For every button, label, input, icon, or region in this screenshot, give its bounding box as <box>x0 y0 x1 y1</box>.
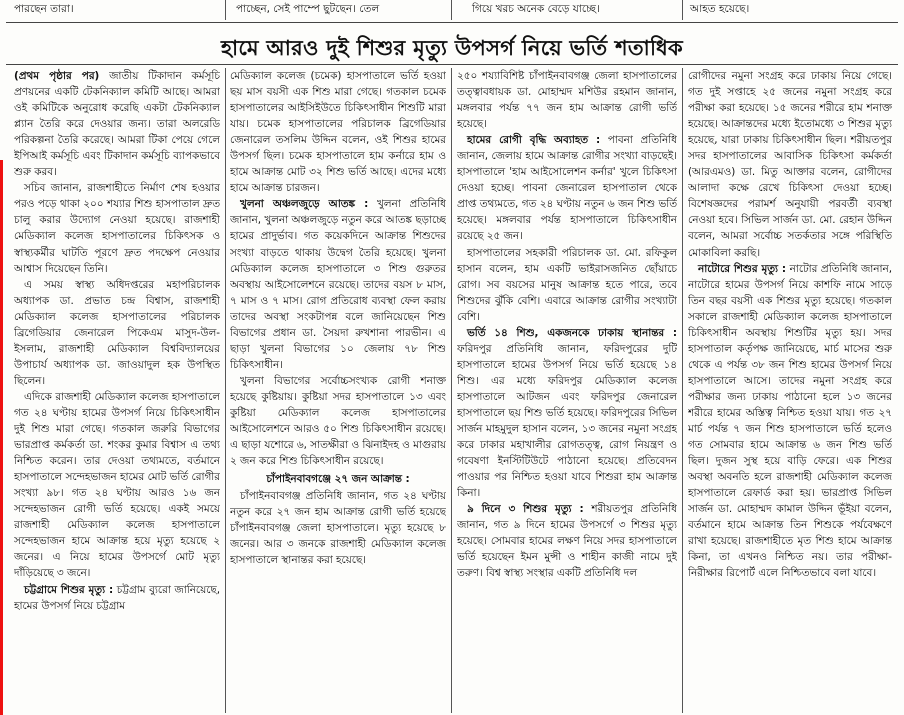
continuation-marker: (প্রথম পৃষ্ঠার পর) <box>14 70 100 82</box>
article-headline: হামে আরও দুই শিশুর মৃত্যু উপসর্গ নিয়ে ভর্তি শতাধিক <box>220 36 684 60</box>
paragraph: সচিব জানান, রাজশাহীতে নির্মাণ শেষ হওয়ার পরও পড়ে থাকা ২০০ শয্যার শিশু হাসপাতাল দ্রুত চালু করার উদ্যোগ নেওয়া হয়েছে। রাজশাহী মেডিক্যাল কলেজ হাসপাতালের চিকিৎসক ও স্বাস্থ্যকর্মীর ঘাটতি পূরণে দ্রুত পদক্ষেপ নেওয়ার আশ্বাস দিয়েছেন তিনি। <box>14 182 220 275</box>
top-divider-2 <box>451 0 452 20</box>
paragraph: হাসপাতালের সহকারী পরিচালক ডা. মো. রফিকুল হাসান বলেন, হাম একটি ভাইরাসজনিত ছোঁয়াচে রোগ। সব বয়সের মানুষ আক্রান্ত হতে পারে, তবে শিশুদের ঝুঁকি বেশি। এবারে আক্রান্ত রোগীর সংখ্যাটা বেশি। <box>457 246 677 323</box>
subhead-chattogram: চট্টগ্রামে শিশুর মৃত্যু : <box>24 583 114 596</box>
previous-article-tail <box>0 0 904 22</box>
paragraph: খুলনা বিভাগের সর্বোচ্চসংখ্যক রোগী শনাক্ত হয়েছে কুষ্টিয়ায়। কুষ্টিয়া সদর হাসপাতালে ১৩ এবং কুষ্টিয়া মেডিক্যাল কলেজ হাসপাতালের আইসোলেশনে আরও ৫০ শিশু চিকিৎসাধীন রয়েছে। এ ছাড়া যশোরে ৬, সাতক্ষীরা ও ঝিনাইদহ ও মাগুরায় ২ জন করে শিশু চিকিৎসাধীন রয়েছে। <box>230 374 446 468</box>
top-fragment-col1: পারছেন তারা। <box>14 3 74 15</box>
top-rule <box>6 22 898 23</box>
article-column-2 <box>230 68 446 713</box>
column-divider-2 <box>451 68 452 713</box>
paragraph: হামের রোগী বৃদ্ধি অব্যাহত : পাবনা প্রতিনিধি জানান, জেলায় হামে আক্রান্ত রোগীর সংখ্যা বাড়ছেই। হাসপাতালে 'হাম আইসোলেশন কর্নার' খুলে চিকিৎসা দেওয়া হচ্ছে। পাবনা জেনারেল হাসপাতাল থেকে প্রাপ্ত তথ্যমতে, গত ২৪ ঘণ্টায় নতুন ৬ জন শিশু ভর্তি হয়েছে। মঙ্গলবার পর্যন্ত হাসপাতালে চিকিৎসাধীন রয়েছে ২৫ জন। <box>457 134 677 243</box>
top-fragment-col3: গিয়ে খরচ অনেক বেড়ে যাচ্ছে। <box>472 3 600 15</box>
top-fragment-col4: আহত হয়েছে। <box>690 3 750 15</box>
paragraph: ভর্তি ১৪ শিশু, একজনকে ঢাকায় স্থানান্তর : ফরিদপুর প্রতিনিধি জানান, ফরিদপুরের দুটি হাসপাতালে হামের উপসর্গ নিয়ে ভর্তি হয়েছে ১৪ শিশু। এর মধ্যে ফরিদপুর মেডিক্যাল কলেজ হাসপাতালে আটজন এবং ফরিদপুর জেনারেল হাসপাতালে ছয় শিশু ভর্তি হয়েছে। ফরিদপুরের সিভিল সার্জন মাহমুদুল হাসান বলেন, ১৩ জনের নমুনা সংগ্রহ করে ঢাকার মহাখালীর রোগতত্ত্ব, রোগ নিয়ন্ত্রণ ও গবেষণা ইনস্টিটিউটে পাঠানো হয়েছে। প্রতিবেদন পাওয়ার পর নিশ্চিত হওয়া যাবে শিশুরা হাম আক্রান্ত কিনা। <box>457 326 677 500</box>
subhead-natore: নাটোরে শিশুর মৃত্যু : <box>698 262 787 275</box>
column-divider-3 <box>682 68 683 713</box>
subhead-pabna: হামের রোগী বৃদ্ধি অব্যাহত : <box>467 134 601 147</box>
paragraph: এদিকে রাজশাহী মেডিক্যাল কলেজ হাসপাতালে গত ২৪ ঘণ্টায় হামের উপসর্গ নিয়ে চিকিৎসাধীন দুই শিশু মারা গেছে। গতকাল জরুরি বিভাগের ভারপ্রাপ্ত কর্মকর্তা ডা. শংকর কুমার বিশ্বাস এ তথ্য নিশ্চিত করেন। তার দেওয়া তথ্যমতে, বর্তমানে হাসপাতালে সন্দেহভাজন হামের মোট ভর্তি রোগীর সংখ্যা ৯৮। গত ২৪ ঘণ্টায় আরও ১৬ জন সন্দেহভাজন রোগী ভর্তি হয়েছে। একই সময়ে রাজশাহী মেডিক্যাল কলেজ হাসপাতালে সন্দেহভাজন হামে আক্রান্ত হয়ে মৃত্যু হয়েছে ২ জনের। এ নিয়ে হামের উপসর্গে মোট মৃত্যু দাঁড়িয়েছে ৩ জনে। <box>14 390 220 580</box>
paragraph: (প্রথম পৃষ্ঠার পর) জাতীয় টিকাদান কর্মসূচি প্রণয়নের একটি টেকনিক্যাল কমিটি আছে। আমরা ওই কমিটিকে অনুরোধ করেছি একটা টেকনিক্যাল প্ল্যান তৈরি করে দেওয়ার জন্য। তারা অলরেডি পরিকল্পনা তৈরি করেছে। আমরা টিকা পেয়ে গেলে ইপিআই কর্মসূচি এবং টিকাদান কর্মসূচি ব্যাপকভাবে শুরু করব। <box>14 70 220 179</box>
paragraph: চাঁপাইনবাবগঞ্জ প্রতিনিধি জানান, গত ২৪ ঘণ্টায় নতুন করে ২৭ জন হাম আক্রান্ত রোগী ভর্তি হয়েছে চাঁপাইনবাবগঞ্জ জেলা হাসপাতালে। মৃত্যু হয়েছে ৮ জনের। আর ৩ জনকে রাজশাহী মেডিক্যাল কলেজ হাসপাতালে স্থানান্তর করা হয়েছে। <box>230 490 446 567</box>
subhead-chapainawabganj: চাঁপাইনবাবগঞ্জে ২৭ জন আক্রান্ত : <box>266 473 410 486</box>
paragraph: নাটোরে শিশুর মৃত্যু : নাটোর প্রতিনিধি জানান, নাটোরে হামের উপসর্গ নিয়ে কাশফি নামে সাড়ে তিন বছর বয়সী এক শিশুর মৃত্যু হয়েছে। গতকাল সকালে রাজশাহী মেডিক্যাল কলেজ হাসপাতালে চিকিৎসাধীন অবস্থায় শিশুটির মৃত্যু হয়। সদর হাসপাতাল কর্তৃপক্ষ জানিয়েছে, মার্চ মাসের শুরু থেকে এ পর্যন্ত ৩৮ জন শিশু হামের উপসর্গ নিয়ে হাসপাতালে আসে। তাদের নমুনা সংগ্রহ করে পরীক্ষার জন্য ঢাকায় পাঠানো হলে ১৩ জনের শরীরে হামের অস্তিত্ব নিশ্চিত হওয়া যায়। গত ২৭ মার্চ পর্যন্ত ৭ জন শিশু হাসপাতালে ভর্তি হলেও গত সোমবার হামে আক্রান্ত ৬ জন শিশু ভর্তি ছিল। দুজন সুস্থ হয়ে বাড়ি ফেরে। এক শিশুর অবস্থা অবনতি হলে রাজশাহী মেডিক্যাল কলেজ হাসপাতালে রেফার্ড করা হয়। ভারপ্রাপ্ত সিভিল সার্জন ডা. মোহাম্মদ কামাল উদ্দিন ভূঁইয়া বলেন, বর্তমানে হামে আক্রান্ত তিন শিশুকে পর্যবেক্ষণে রাখা হয়েছে। রাজশাহীতে মৃত শিশু হামে আক্রান্ত কিনা, তা এখনও নিশ্চিত নয়। তার পরীক্ষা-নিরীক্ষার রিপোর্ট এলে নিশ্চিতভাবে বলা যাবে। <box>688 262 892 580</box>
paragraph: চট্টগ্রামে শিশুর মৃত্যু : চট্টগ্রাম ব্যুরো জানিয়েছে, হামের উপসর্গ নিয়ে চট্টগ্রাম <box>14 583 220 612</box>
subhead-khulna: খুলনা অঞ্চলজুড়ে আতঙ্ক : <box>240 198 369 211</box>
subhead-shariatpur: ৯ দিনে ৩ শিশুর মৃত্যু : <box>467 503 584 516</box>
subhead-faridpur: ভর্তি ১৪ শিশু, একজনকে ঢাকায় স্থানান্তর : <box>467 326 677 339</box>
left-red-margin-mark <box>0 160 3 715</box>
paragraph: খুলনা অঞ্চলজুড়ে আতঙ্ক : খুলনা প্রতিনিধি জানান, খুলনা অঞ্চলজুড়ে নতুন করে আতঙ্ক ছড়াচ্ছে হামের প্রাদুর্ভাব। গত কয়েকদিনে আক্রান্ত শিশুদের সংখ্যা বাড়তে থাকায় উদ্বেগ তৈরি হয়েছে। খুলনা মেডিক্যাল কলেজ হাসপাতালে ৩ শিশু গুরুতর অবস্থায় আইসোলেশনে রয়েছে। তাদের বয়স ৮ মাস, ৭ মাস ও ৭ মাস। রোগ প্রতিরোধ ব্যবস্থা ফেল করায় তাদের অবস্থা সংকটাপন্ন বলে জানিয়েছেন শিশু বিভাগের প্রধান ডা. সৈয়দা রুখশানা পারভীন। এ ছাড়া খুলনা বিভাগের ১০ জেলায় ৭৮ শিশু চিকিৎসাধীন। <box>230 198 446 371</box>
headline-rule <box>6 64 898 65</box>
paragraph: এ সময় স্বাস্থ্য অধিদপ্তরের মহাপরিচালক অধ্যাপক ডা. প্রভাত চন্দ্র বিশ্বাস, রাজশাহী মেডিক্যাল কলেজ হাসপাতালের পরিচালক ব্রিগেডিয়ার জেনারেল পিকেএম মাসুদ-উল-ইসলাম, রাজশাহী মেডিক্যাল বিশ্ববিদ্যালয়ের উপাচার্য অধ্যাপক ডা. জাওয়াদুল হক উপস্থিত ছিলেন। <box>14 278 220 387</box>
paragraph: রোগীদের নমুনা সংগ্রহ করে ঢাকায় নিয়ে গেছে। গত দুই সপ্তাহে ২৫ জনের নমুনা সংগ্রহ করে পরীক্ষা করা হয়েছে। ১৫ জনের শরীরে হাম শনাক্ত হয়েছে। আক্রান্তদের মধ্যে ইতোমধ্যে ৩ শিশুর মৃত্যু হয়েছে, যারা ঢাকায় চিকিৎসাধীন ছিল। শরীয়তপুর সদর হাসপাতালের আবাসিক চিকিৎসা কর্মকর্তা (আরএমও) ডা. মিতু আক্তার বলেন, রোগীদের আলাদা কক্ষে রেখে চিকিৎসা দেওয়া হচ্ছে। বিশেষজ্ঞদের পরামর্শ অনুযায়ী পরবর্তী ব্যবস্থা নেওয়া হবে। সিভিল সার্জন ডা. মো. রেহান উদ্দিন বলেন, আমরা সর্বোচ্চ সতর্কতার সঙ্গে পরিস্থিতি মোকাবিলা করছি। <box>688 70 892 259</box>
article-column-3 <box>457 68 677 713</box>
paragraph: মেডিক্যাল কলেজ (চমেক) হাসপাতালে ভর্তি হওয়া ছয় মাস বয়সী এক শিশু মারা গেছে। গতকাল চমেক হাসপাতালের আইসিইউতে চিকিৎসাধীন শিশুটি মারা যায়। চমেক হাসপাতালের পরিচালক ব্রিগেডিয়ার জেনারেল তসলিম উদ্দিন বলেন, ওই শিশুর হামের উপসর্গ ছিল। চমেক হাসপাতালে হাম কর্নারে হাম ও হামে আক্রান্ত মোট ৩২ শিশু ভর্তি আছে। এদের মধ্যে হামে আক্রান্ত চারজন। <box>230 70 446 195</box>
top-divider-3 <box>682 0 683 20</box>
article-column-4 <box>688 68 892 713</box>
paragraph: ৯ দিনে ৩ শিশুর মৃত্যু : শরীয়তপুর প্রতিনিধি জানান, গত ৯ দিনে হামের উপসর্গে ৩ শিশুর মৃত্যু হয়েছে। সোমবার হামের লক্ষণ নিয়ে সদর হাসপাতালে ভর্তি হয়েছেন ইমন মুন্সী ও শাহীন কাজী নামে দুই তরুণ। বিশ্ব স্বাস্থ্য সংস্থার একটি প্রতিনিধি দল <box>457 503 677 580</box>
paragraph: ২৫০ শয্যাবিশিষ্ট চাঁপাইনবাবগঞ্জ জেলা হাসপাতালের তত্ত্বাবধায়ক ডা. মোহাম্মদ মশিউর রহমান জানান, মঙ্গলবার পর্যন্ত ৭৭ জন হাম আক্রান্ত রোগী ভর্তি হয়েছে। <box>457 70 677 131</box>
article-column-1 <box>14 68 220 713</box>
column-divider-1 <box>225 68 226 713</box>
top-divider-1 <box>225 0 226 20</box>
top-fragment-col2: পাচ্ছেন, সেই পাম্পে ছুটছেন। তেল <box>236 3 380 15</box>
